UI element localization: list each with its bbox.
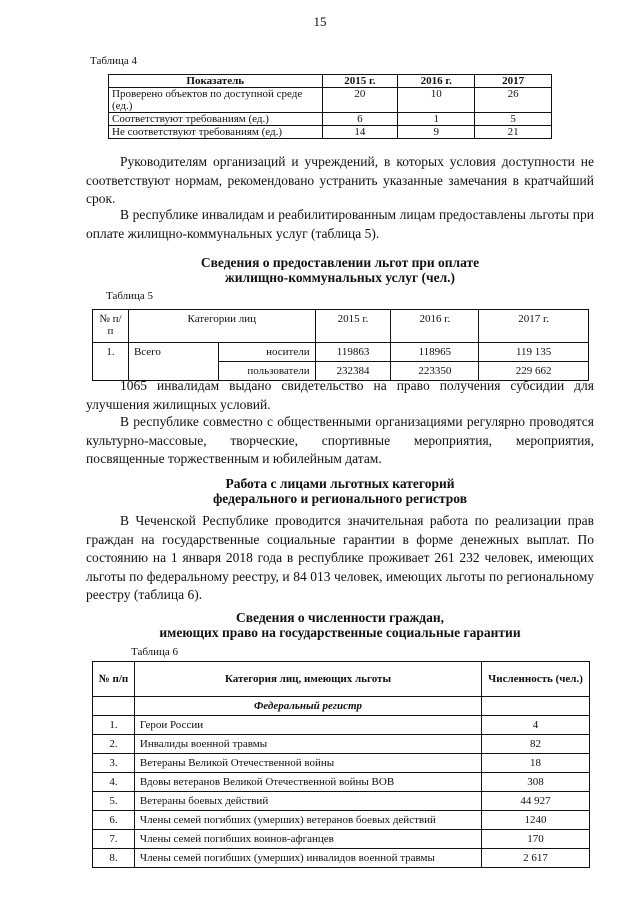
table-row <box>93 792 590 811</box>
column-header: Категории лиц <box>128 310 315 343</box>
table5 <box>92 309 589 381</box>
paragraph: В республике совместно с общественными организациями регулярно проводятся культурно-массовые, творческие, спортивные мероприятия, мероприятия, посвященные торжественным и юбилейным датам. <box>86 414 594 466</box>
table-cell: 229 662 <box>479 362 589 381</box>
table-cell: 9 <box>398 126 475 139</box>
table-cell: носители <box>218 343 315 362</box>
column-header: № п/п <box>93 662 135 697</box>
column-header: 2017 г. <box>479 310 589 343</box>
table-row <box>109 126 552 139</box>
column-header: Численность (чел.) <box>482 662 590 697</box>
table-cell: Герои России <box>134 716 481 735</box>
table-row <box>93 754 590 773</box>
table-cell: Члены семей погибших воинов-афганцев <box>134 830 481 849</box>
table6-caption: Таблица 6 <box>131 646 179 658</box>
column-header: Показатель <box>109 75 323 88</box>
table-cell: 18 <box>482 754 590 773</box>
heading-line: Работа с лицами льготных категорий <box>225 476 455 491</box>
table-cell: 44 927 <box>482 792 590 811</box>
table-cell: 1. <box>93 716 135 735</box>
table-cell: 6 <box>322 113 398 126</box>
table-cell: 1. <box>93 343 129 381</box>
section-heading <box>86 476 594 506</box>
table-row <box>93 735 590 754</box>
table-header-row <box>109 75 552 88</box>
table-cell: Всего <box>128 343 218 381</box>
heading-line: Сведения о численности граждан, <box>236 610 444 625</box>
table-cell: 223350 <box>391 362 479 381</box>
table-cell: Инвалиды военной травмы <box>134 735 481 754</box>
table-cell: 119 135 <box>479 343 589 362</box>
heading-line: федерального и регионального регистров <box>212 491 468 506</box>
table5-caption: Таблица 5 <box>106 290 154 302</box>
table-cell: 21 <box>475 126 552 139</box>
section-label: Федеральный регистр <box>134 697 481 716</box>
paragraph: 1065 инвалидам выдано свидетельство на право получения субсидии для улучшения жилищных условий. <box>86 378 594 412</box>
column-header: № п/п <box>93 310 129 343</box>
table-cell: 4 <box>482 716 590 735</box>
table-cell: 3. <box>93 754 135 773</box>
column-header: 2016 г. <box>391 310 479 343</box>
table6 <box>92 661 590 868</box>
table-cell: 308 <box>482 773 590 792</box>
table-cell: 2. <box>93 735 135 754</box>
section-heading <box>86 255 594 285</box>
table-cell: 82 <box>482 735 590 754</box>
table-cell <box>93 697 135 716</box>
table-header-row <box>93 310 589 343</box>
table-row <box>109 88 552 113</box>
table-cell: 5 <box>475 113 552 126</box>
table-cell: Члены семей погибших (умерших) инвалидов военной травмы <box>134 849 481 868</box>
table-cell: Ветераны боевых действий <box>134 792 481 811</box>
column-header: 2015 г. <box>315 310 391 343</box>
column-header: Категория лиц, имеющих льготы <box>134 662 481 697</box>
table-cell: 5. <box>93 792 135 811</box>
table-cell: 118965 <box>391 343 479 362</box>
section-row <box>93 697 590 716</box>
table-cell: 8. <box>93 849 135 868</box>
table4 <box>108 74 552 139</box>
table-cell: 14 <box>322 126 398 139</box>
table-cell: Члены семей погибших (умерших) ветеранов боевых действий <box>134 811 481 830</box>
table-cell: 1 <box>398 113 475 126</box>
page-number: 15 <box>313 14 327 29</box>
table-cell: пользователи <box>218 362 315 381</box>
table-cell: 2 617 <box>482 849 590 868</box>
table-cell: 1240 <box>482 811 590 830</box>
column-header: 2017 <box>475 75 552 88</box>
table-cell: 10 <box>398 88 475 113</box>
table-row <box>93 849 590 868</box>
table-cell: 26 <box>475 88 552 113</box>
table-cell: 4. <box>93 773 135 792</box>
table-cell: 7. <box>93 830 135 849</box>
table-cell: Соответствуют требованиям (ед.) <box>109 113 323 126</box>
table-row <box>93 811 590 830</box>
table-cell: 6. <box>93 811 135 830</box>
table-cell: Не соответствуют требованиям (ед.) <box>109 126 323 139</box>
section-heading <box>86 610 594 640</box>
column-header: 2016 г. <box>398 75 475 88</box>
table-cell: Проверено объектов по доступной среде (ед.) <box>109 88 323 113</box>
table-row <box>109 113 552 126</box>
paragraph: Руководителям организаций и учреждений, в которых условия доступности не соответствуют нормам, рекомендовано устранить указанные замечания в кратчайший срок. <box>86 154 594 206</box>
table-cell <box>482 697 590 716</box>
table-row <box>93 343 589 362</box>
table4-caption: Таблица 4 <box>90 55 138 67</box>
table-header-row <box>93 662 590 697</box>
paragraph: В республике инвалидам и реабилитированным лицам предоставлены льготы при оплате жилищно-коммунальных услуг (таблица 5). <box>86 207 594 241</box>
table-cell: 232384 <box>315 362 391 381</box>
paragraph: В Чеченской Республике проводится значительная работа по реализации прав граждан на государственные социальные гарантии в форме денежных выплат. По состоянию на 1 января 2018 года в республике проживает 261 232 человек, имеющих льготы по федеральному реестру, и 84 013 человек, имеющих льготы по региональному реестру (таблица 6). <box>86 513 594 602</box>
table-cell: 170 <box>482 830 590 849</box>
table-cell: Вдовы ветеранов Великой Отечественной войны ВОВ <box>134 773 481 792</box>
table-cell: 20 <box>322 88 398 113</box>
heading-line: Сведения о предоставлении льгот при оплате <box>200 255 480 270</box>
table-cell: 119863 <box>315 343 391 362</box>
table-row <box>93 773 590 792</box>
heading-line: жилищно-коммунальных услуг (чел.) <box>224 270 456 285</box>
table-row <box>93 830 590 849</box>
column-header: 2015 г. <box>322 75 398 88</box>
heading-line: имеющих право на государственные социальные гарантии <box>159 625 521 640</box>
table-row <box>93 716 590 735</box>
table-cell: Ветераны Великой Отечественной войны <box>134 754 481 773</box>
